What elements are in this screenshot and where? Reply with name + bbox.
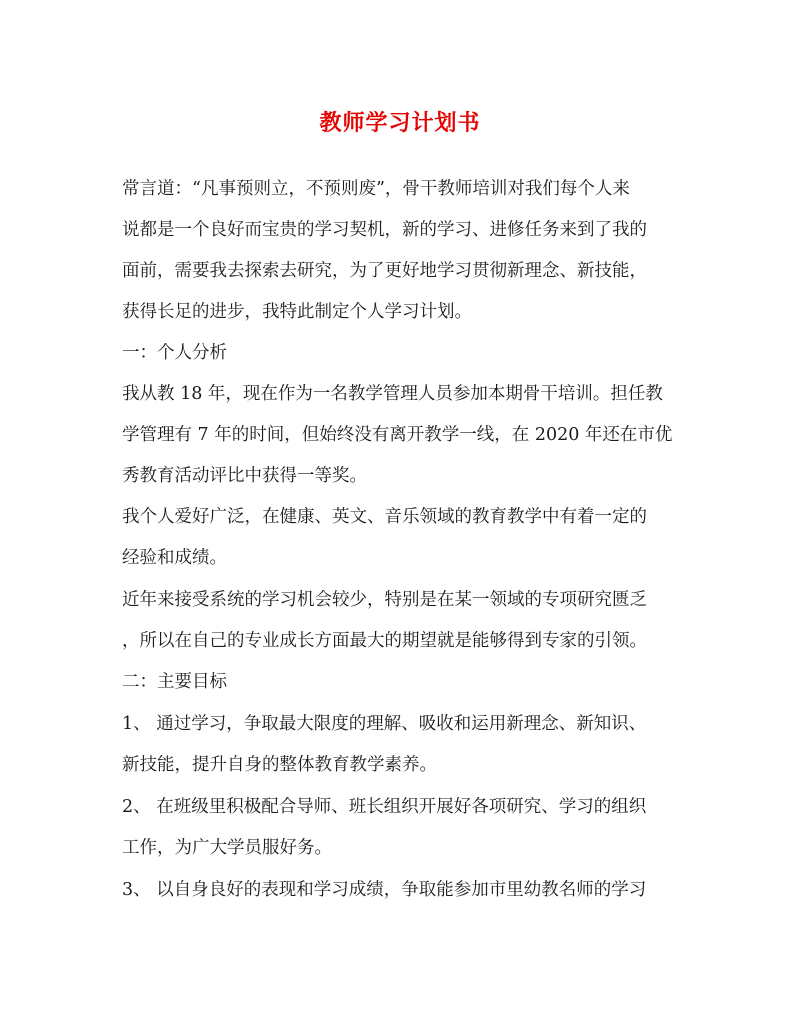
body-line: 秀教育活动评比中获得一等奖。 bbox=[122, 466, 367, 486]
body-line: ，所以在自己的专业成长方面最大的期望就是能够得到专家的引领。 bbox=[122, 631, 647, 651]
section-heading-analysis: 一：个人分析 bbox=[122, 343, 227, 363]
body-line: 获得长足的进步，我特此制定个人学习计划。 bbox=[122, 302, 472, 322]
section-heading-goals: 二：主要目标 bbox=[122, 672, 227, 692]
body-line: 经验和成绩。 bbox=[122, 548, 227, 568]
list-item-1: 1、 通过学习，争取最大限度的理解、吸收和运用新理念、新知识、 bbox=[122, 714, 647, 734]
body-line: 常言道：“凡事预则立，不预则废”，骨干教师培训对我们每个人来 bbox=[122, 179, 630, 199]
body-line: 新技能，提升自身的整体教育教学素养。 bbox=[122, 755, 437, 775]
list-item-2: 2、 在班级里积极配合导师、班长组织开展好各项研究、学习的组织 bbox=[122, 797, 647, 817]
body-line: 学管理有 7 年的时间，但始终没有离开教学一线，在 2020 年还在市优 bbox=[122, 425, 673, 445]
list-item-3: 3、 以自身良好的表现和学习成绩，争取能参加市里幼教名师的学习 bbox=[122, 880, 647, 900]
body-line: 近年来接受系统的学习机会较少，特别是在某一领域的专项研究匮乏 bbox=[122, 590, 647, 610]
body-line: 工作，为广大学员服好务。 bbox=[122, 838, 332, 858]
document-title: 教师学习计划书 bbox=[319, 110, 481, 136]
body-line: 说都是一个良好而宝贵的学习契机，新的学习、进修任务来到了我的 bbox=[122, 220, 647, 240]
body-line: 面前，需要我去探索去研究，为了更好地学习贯彻新理念、新技能， bbox=[122, 261, 647, 281]
body-line: 我个人爱好广泛，在健康、英文、音乐领域的教育教学中有着一定的 bbox=[122, 507, 647, 527]
body-line: 我从教 18 年，现在作为一名教学管理人员参加本期骨干培训。担任教 bbox=[122, 384, 663, 404]
